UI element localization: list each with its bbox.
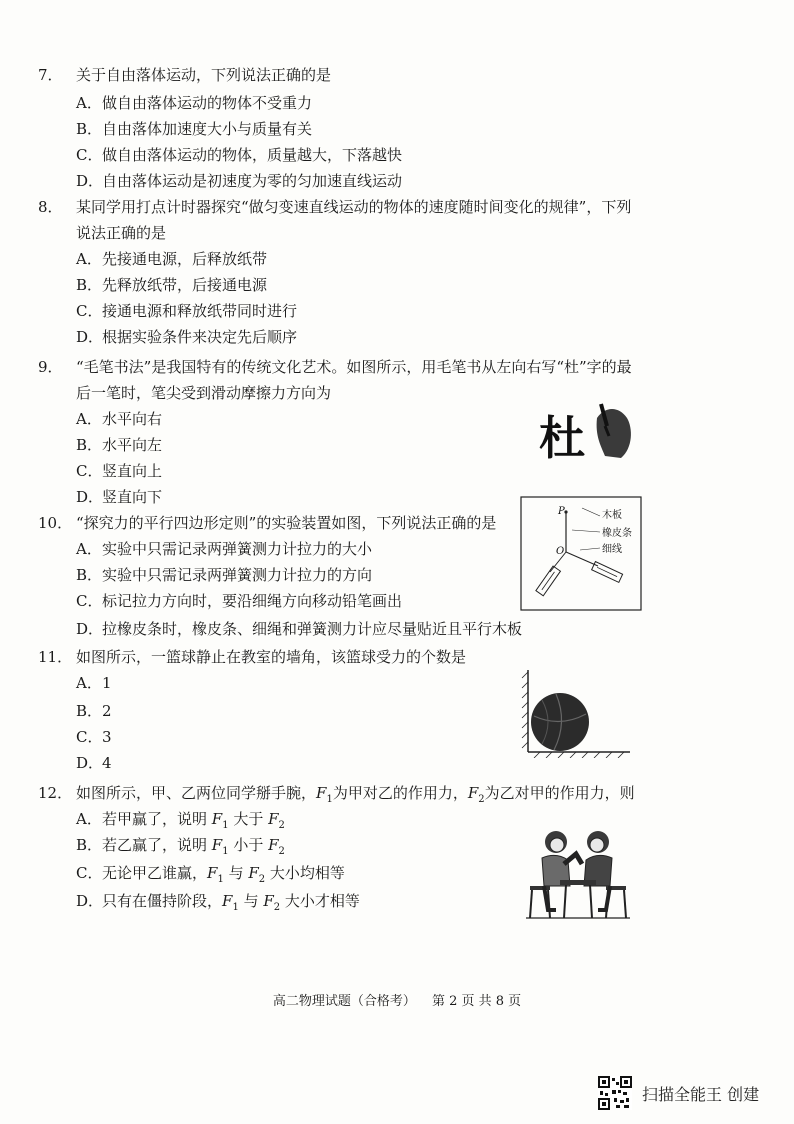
option-label: C． bbox=[76, 302, 103, 320]
option-text: 竖直向下 bbox=[102, 488, 163, 506]
force-symbol: F bbox=[467, 784, 479, 802]
page-number: 第 2 页 共 8 页 bbox=[431, 994, 522, 1009]
qr-code-icon bbox=[598, 1076, 632, 1110]
option-label: D． bbox=[76, 488, 104, 506]
option-label: B． bbox=[76, 566, 103, 584]
option-label: B． bbox=[76, 702, 103, 720]
question-stem: 关于自由落体运动，下列说法正确的是 bbox=[76, 66, 332, 84]
question-stem: “探究力的平行四边形定则”的实验装置如图，下列说法正确的是 bbox=[76, 514, 497, 532]
option-label: A． bbox=[76, 250, 102, 268]
option-12d bbox=[76, 888, 360, 921]
option-text: 大小才相等 bbox=[280, 892, 360, 910]
force-subscript: 1 bbox=[217, 874, 224, 885]
stem-text: 为乙对甲的作用力，则 bbox=[484, 784, 635, 802]
force-subscript: 2 bbox=[278, 820, 285, 831]
question-stem: 如图所示，一篮球静止在教室的墙角，该篮球受力的个数是 bbox=[76, 648, 467, 666]
option-8d bbox=[76, 324, 297, 350]
basketball-corner-figure bbox=[520, 668, 632, 758]
option-label: A． bbox=[76, 94, 102, 112]
option-9c bbox=[76, 458, 162, 484]
option-text: 与 bbox=[223, 864, 249, 882]
option-8b bbox=[76, 272, 267, 298]
option-text: 小于 bbox=[228, 836, 269, 854]
option-text: 3 bbox=[102, 728, 112, 746]
force-subscript: 1 bbox=[326, 794, 333, 805]
option-9b bbox=[76, 432, 162, 458]
point-o-label: O bbox=[556, 546, 565, 557]
force-symbol: F bbox=[211, 810, 223, 828]
option-11a bbox=[76, 670, 112, 696]
option-text: 水平向右 bbox=[102, 410, 163, 428]
option-label: C． bbox=[76, 592, 103, 610]
option-text: 自由落体加速度大小与质量有关 bbox=[102, 120, 313, 138]
option-label: A． bbox=[76, 674, 102, 692]
option-text: 若乙赢了，说明 bbox=[102, 836, 212, 854]
rubber-band-label: 橡皮条 bbox=[602, 528, 632, 539]
question-10 bbox=[38, 510, 496, 536]
option-label: D． bbox=[76, 754, 104, 772]
arm-wrestling-icon bbox=[522, 824, 634, 922]
option-text: 做自由落体运动的物体不受重力 bbox=[102, 94, 313, 112]
force-symbol: F bbox=[316, 784, 327, 802]
board-label: 木板 bbox=[602, 510, 622, 521]
option-11b bbox=[76, 698, 112, 724]
force-symbol: F bbox=[222, 892, 233, 910]
question-8 bbox=[38, 194, 631, 220]
calligraphy-figure bbox=[535, 396, 635, 464]
option-text: 大小均相等 bbox=[265, 864, 345, 882]
option-11d bbox=[76, 750, 112, 776]
option-7d bbox=[76, 168, 402, 194]
option-10d bbox=[76, 616, 522, 642]
point-p-label: P bbox=[558, 506, 565, 517]
question-9 bbox=[38, 354, 632, 380]
question-stem bbox=[76, 784, 635, 805]
stem-text: 如图所示，甲、乙两位同学掰手腕， bbox=[76, 784, 317, 802]
option-label: A． bbox=[76, 410, 102, 428]
force-symbol: F bbox=[263, 892, 274, 910]
option-text: 接通电源和释放纸带同时进行 bbox=[102, 302, 298, 320]
force-symbol: F bbox=[211, 836, 223, 854]
scanner-watermark bbox=[598, 1076, 759, 1110]
option-text: 实验中只需记录两弹簧测力计拉力的大小 bbox=[102, 540, 373, 558]
question-stem: 某同学用打点计时器探究“做匀变速直线运动的物体的速度随时间变化的规律”，下列 bbox=[76, 198, 632, 216]
option-text: 只有在僵持阶段， bbox=[102, 892, 223, 910]
option-7a bbox=[76, 90, 312, 116]
question-number: 9． bbox=[38, 358, 63, 376]
option-label: D． bbox=[76, 172, 104, 190]
option-7c bbox=[76, 142, 402, 168]
option-9a bbox=[76, 406, 162, 432]
option-text: 无论甲乙谁赢， bbox=[102, 864, 208, 882]
option-text: 根据实验条件来决定先后顺序 bbox=[102, 328, 298, 346]
page-footer bbox=[0, 990, 794, 1009]
force-subscript: 2 bbox=[278, 846, 285, 857]
option-text: 1 bbox=[102, 674, 112, 692]
option-label: D． bbox=[76, 620, 104, 638]
option-text: 大于 bbox=[228, 810, 269, 828]
option-7b bbox=[76, 116, 312, 142]
stem-text: 为甲对乙的作用力， bbox=[332, 784, 468, 802]
option-text: 拉橡皮条时，橡皮条、细绳和弹簧测力计应尽量贴近且平行木板 bbox=[102, 620, 523, 638]
option-label: C． bbox=[76, 462, 103, 480]
question-stem-continued: 说法正确的是 bbox=[76, 224, 167, 242]
force-subscript: 1 bbox=[232, 902, 239, 913]
question-11 bbox=[38, 644, 466, 670]
option-9d bbox=[76, 484, 162, 510]
option-label: B． bbox=[76, 120, 103, 138]
option-label: B． bbox=[76, 276, 103, 294]
question-number: 12． bbox=[38, 784, 73, 802]
option-10a bbox=[76, 536, 372, 562]
option-label: A． bbox=[76, 810, 102, 828]
option-text: 先接通电源，后释放纸带 bbox=[102, 250, 268, 268]
force-subscript: 1 bbox=[222, 846, 229, 857]
calligraphy-char: 杜 bbox=[539, 411, 585, 464]
option-text: 竖直向上 bbox=[102, 462, 163, 480]
option-text: 2 bbox=[102, 702, 112, 720]
option-label: D． bbox=[76, 328, 104, 346]
option-text: 自由落体运动是初速度为零的匀加速直线运动 bbox=[102, 172, 403, 190]
option-8c bbox=[76, 298, 297, 324]
option-11c bbox=[76, 724, 112, 750]
force-subscript: 2 bbox=[478, 794, 485, 805]
option-label: C． bbox=[76, 728, 103, 746]
question-stem: “毛笔书法”是我国特有的传统文化艺术。如图所示，用毛笔书从左向右写“杜”字的最 bbox=[76, 358, 632, 376]
question-stem-continued: 后一笔时，笔尖受到滑动摩擦力方向为 bbox=[76, 384, 332, 402]
option-label: C． bbox=[76, 864, 103, 882]
force-subscript: 2 bbox=[258, 874, 266, 885]
option-text: 实验中只需记录两弹簧测力计拉力的方向 bbox=[102, 566, 373, 584]
option-text: 先释放纸带，后接通电源 bbox=[102, 276, 268, 294]
option-8a bbox=[76, 246, 267, 272]
scanner-credit: 扫描全能王 创建 bbox=[642, 1084, 760, 1104]
option-text: 水平向左 bbox=[102, 436, 163, 454]
question-number: 7． bbox=[38, 66, 63, 84]
option-text: 4 bbox=[102, 754, 112, 772]
question-number: 10． bbox=[38, 514, 73, 532]
force-subscript: 1 bbox=[222, 820, 229, 831]
option-text: 若甲赢了，说明 bbox=[102, 810, 212, 828]
force-symbol: F bbox=[268, 810, 279, 828]
thread-label: 细线 bbox=[602, 544, 622, 555]
force-symbol: F bbox=[207, 864, 218, 882]
brush-hand-icon bbox=[535, 396, 635, 464]
force-symbol: F bbox=[268, 836, 279, 854]
question-7 bbox=[38, 62, 331, 88]
exam-title: 高二物理试题（合格考） bbox=[272, 994, 416, 1009]
option-text: 与 bbox=[238, 892, 264, 910]
option-text: 做自由落体运动的物体，质量越大，下落越快 bbox=[102, 146, 403, 164]
question-number: 11． bbox=[38, 648, 73, 666]
arm-wrestling-figure bbox=[522, 824, 634, 922]
option-label: C． bbox=[76, 146, 103, 164]
option-text: 标记拉力方向时，要沿细绳方向移动铅笔画出 bbox=[102, 592, 403, 610]
option-10b bbox=[76, 562, 372, 588]
option-label: B． bbox=[76, 436, 103, 454]
option-10c bbox=[76, 588, 402, 614]
question-number: 8． bbox=[38, 198, 63, 216]
option-label: D． bbox=[76, 892, 104, 910]
force-symbol: F bbox=[248, 864, 259, 882]
option-label: B． bbox=[76, 836, 103, 854]
force-subscript: 2 bbox=[273, 902, 281, 913]
option-label: A． bbox=[76, 540, 102, 558]
force-experiment-figure bbox=[520, 496, 642, 611]
